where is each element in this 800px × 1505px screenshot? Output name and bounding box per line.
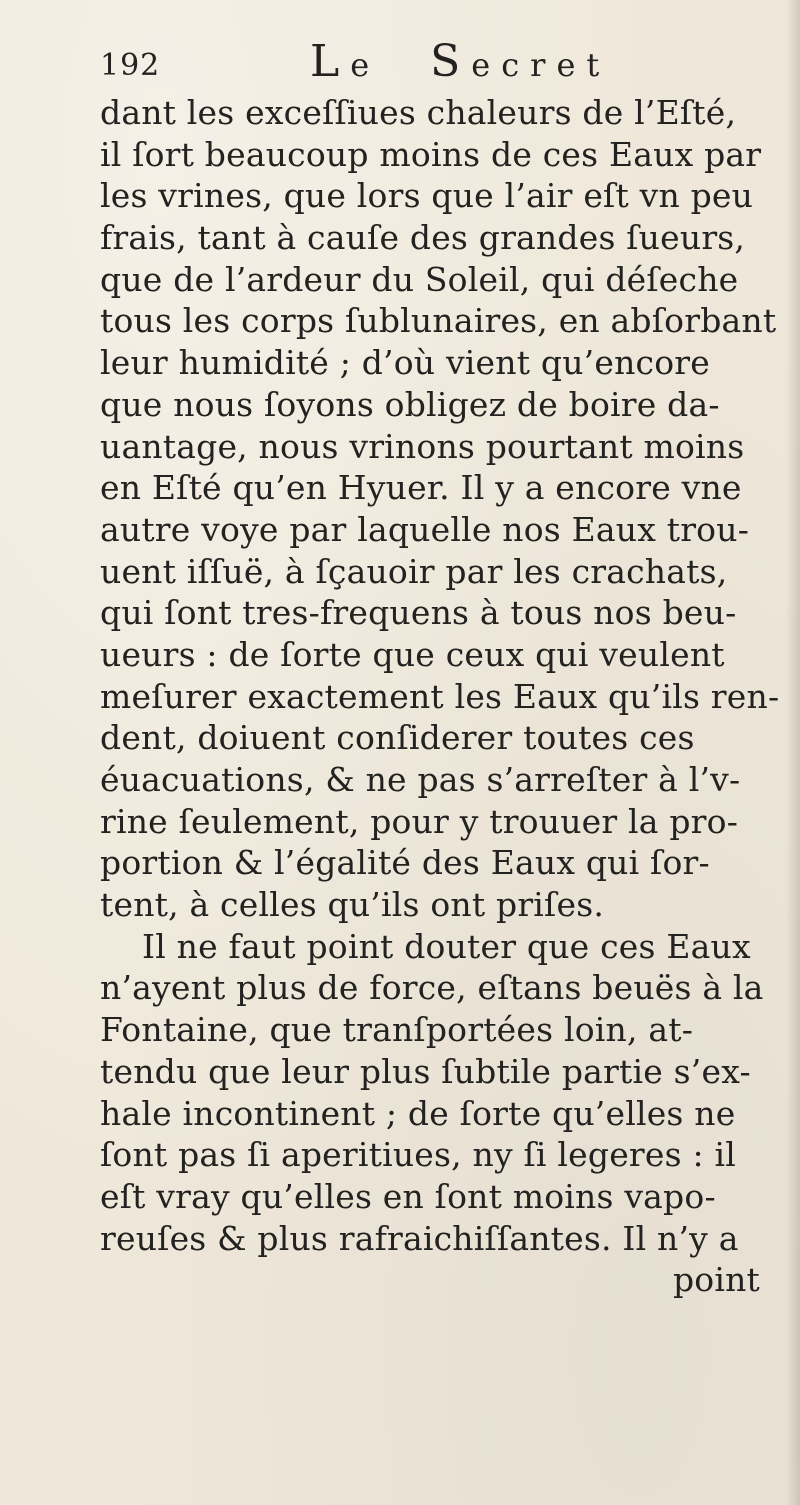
text-line: tendu que leur plus ſubtile partie s’ex- (100, 1051, 751, 1091)
text-line: ueurs : de ſorte que ceux qui veulent (100, 634, 725, 674)
text-line: tent, à celles qu’ils ont priſes. (100, 885, 605, 925)
running-head (310, 38, 610, 89)
text-line: portion & l’égalité des Eaux qui ſor- (100, 843, 710, 883)
text-line: Fontaine, que tranſportées loin, at- (100, 1010, 694, 1050)
text-line: qui ſont tres-frequens à tous nos beu- (100, 593, 737, 633)
text-line: en Eſté qu’en Hyuer. Il y a encore vne (100, 468, 742, 508)
running-head-initial-2: S (430, 36, 472, 87)
page-number: 192 (100, 48, 161, 83)
text-line: il ſort beaucoup moins de ces Eaux par (100, 134, 762, 174)
text-line: autre voye par laquelle nos Eaux trou- (100, 509, 750, 549)
text-line: hale incontinent ; de ſorte qu’elles ne (100, 1093, 736, 1133)
text-line: ſont pas ſi aperitiues, ny ſi legeres : il (100, 1135, 736, 1175)
running-head-rest-2: ecret (471, 46, 611, 84)
catchword: point (672, 1260, 760, 1300)
text-line: tous les corps ſublunaires, en abſorbant (100, 301, 777, 341)
text-line: uent iſſuë, à ſçauoir par les crachats, (100, 551, 728, 591)
text-line: éuacuations, & ne pas s’arreſter à l’v- (100, 760, 741, 799)
text-line: n’ayent plus de force, eſtans beuës à la (100, 968, 764, 1008)
text-line: les vrines, que lors que l’air eſt vn peu (100, 176, 754, 216)
body-text (100, 92, 790, 1301)
text-line: reuſes & plus rafraichiſſantes. Il n’y a (100, 1218, 739, 1258)
running-head-rest-1: e (350, 46, 381, 84)
text-line: uantage, nous vrinons pourtant moins (100, 426, 745, 466)
running-head-initial-1: L (310, 36, 351, 87)
text-line: dent, doiuent conſiderer toutes ces (100, 718, 695, 758)
paragraph-start-line: Il ne faut point douter que ces Eaux (142, 926, 751, 966)
text-line: leur humidité ; d’où vient qu’encore (100, 343, 710, 383)
text-line: eſt vray qu’elles en ſont moins vapo- (100, 1176, 716, 1216)
text-line: dant les exceſſiues chaleurs de l’Eſté, (100, 93, 737, 132)
text-line: meſurer exactement les Eaux qu’ils ren- (100, 676, 780, 716)
text-line: que nous ſoyons obligez de boire da- (100, 384, 720, 424)
text-line: que de l’ardeur du Soleil, qui déſeche (100, 259, 739, 299)
page-header (100, 38, 660, 86)
text-line: rine ſeulement, pour y trouuer la pro- (100, 801, 739, 841)
text-line: frais, tant à cauſe des grandes ſueurs, (100, 218, 746, 258)
